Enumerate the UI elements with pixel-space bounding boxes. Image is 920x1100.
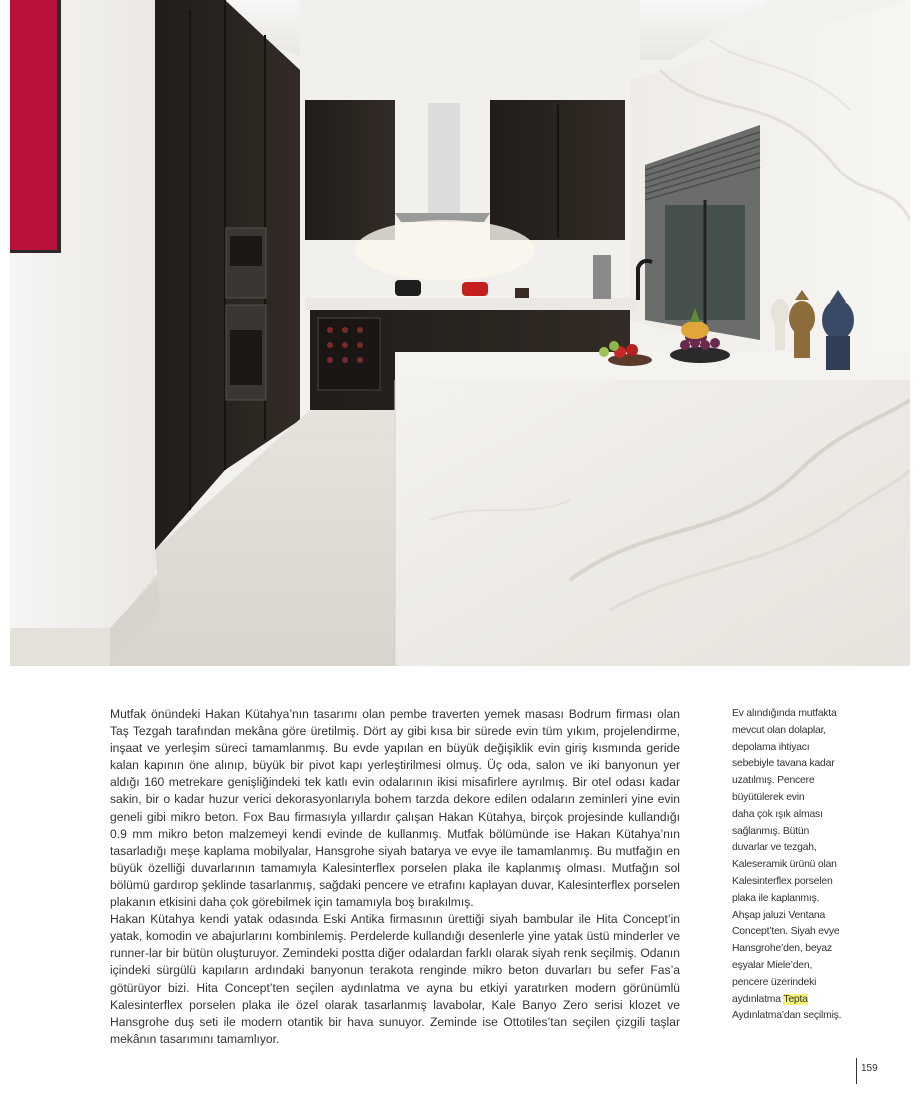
caption-line: Hansgrohe’den, beyaz	[732, 943, 832, 955]
article-body	[110, 706, 680, 1048]
highlighted-brand: Tepta	[783, 993, 808, 1005]
caption-line: mevcut olan dolaplar,	[732, 724, 826, 736]
caption-line: Concept’ten. Siyah evye	[732, 926, 840, 938]
caption-line: plaka ile kaplanmış.	[732, 892, 820, 904]
back-countertop	[305, 298, 635, 310]
caption-line: Kalesinterflex porselen	[732, 875, 833, 887]
caption-line: sebebiyle tavana kadar	[732, 758, 835, 770]
caption-line	[732, 992, 852, 1009]
caption-line: duvarlar ve tezgah,	[732, 842, 817, 854]
caption-line: Ahşap jaluzi Ventana	[732, 909, 826, 921]
caption-line: depolama ihtiyacı	[732, 741, 810, 753]
caption-line: eşyalar Miele’den,	[732, 959, 813, 971]
caption-word: aydınlatma	[732, 993, 781, 1005]
caption-line: daha çok ışık alması	[732, 808, 823, 820]
article-paragraph: Hakan Kütahya kendi yatak odasında Eski Antika firmasının ürettiği siyah bambular ile Hita Concept’in yatak, komodin ve abajurlarını kombinlemiş. Perdelerde kullandığı desenlerle yine yatak üstü minderler ve runner-lar bir bütün oluşturuyor. Zemindeki postta diğer odalardan farklı olarak siyah renk seçilmiş. Odanın içindeki sürgülü kapıların ardındaki banyonun terakota renginde mikro beton duvarları bu sefer Fas’a götürüyor bizi. Hita Concept’ten seçilen aydınlatma ve ayna bu etkiyi yaratırken modern görünümlü Kalesinterflex porselen plaka ile özel olarak tasarlanmış lavabolar, Kale Banyo Zero serisi klozet ve Hansgrohe duş seti ile modern otantik bir hava sunuyor. Zeminde ise Ottotiles’tan seçilen çizgili taşlar mekânın tasarımını tamamlıyor.	[110, 912, 680, 1046]
sidebar-caption	[732, 706, 852, 1025]
pineapple	[681, 321, 709, 339]
caption-line: sağlanmış. Bütün	[732, 825, 810, 837]
range-hood	[428, 103, 460, 213]
caption-line: pencere üzerindeki	[732, 976, 817, 988]
red-pot	[462, 282, 488, 296]
blender	[593, 255, 611, 299]
caption-line: Ev alındığında mutfakta	[732, 708, 837, 719]
kitchen-photo	[10, 0, 910, 666]
black-pot	[395, 280, 421, 296]
grape-plate	[670, 347, 730, 363]
caption-line: Aydınlatma’dan seçilmiş.	[732, 1010, 842, 1022]
caption-line: büyütülerek evin	[732, 791, 805, 803]
upper-cabinet-left	[305, 100, 395, 240]
caption-line: uzatılmış. Pencere	[732, 775, 815, 787]
pink-artwork	[10, 0, 57, 250]
fruit-bowl	[608, 354, 652, 366]
page-number: 159	[861, 1063, 878, 1074]
caption-line: Kaleseramik ürünü olan	[732, 859, 837, 871]
article-paragraph: Mutfak önündeki Hakan Kütahya’nın tasarımı olan pembe traverten yemek masası Bodrum firması olan Taş Tezgah tarafından mekâna göre üretilmiş. Dört ay gibi kısa bir sürede evin tüm yıkım, projelendirme, inşaat ve yerleşim süreci tamamlanmış. Bu evde yapılan en büyük değişiklik evin giriş kısmında geride kalan kapının öne alınıp, büyük bir pivot kapı yerleştirilmesi olmuş. Üç oda, salon ve iki banyonun yer aldığı 160 metrekare genişliğindeki tek katlı evin odalarının ikisi misafirlere ayrılmış. Bir otel odası kadar sakin, bir o kadar huzur verici dekorasyonlarıyla bohem tarzda dekore edilen odaların zeminleri yine evin geneli gibi mikro beton. Fox Bau firmasıyla yıllardır çalışan Hakan Kütahya, birçok projesinde kullandığı 0.9 mm mikro beton malzemeyi kendi evinde de kullanmış. Mutfak bölümünde ise Hakan Kütahya’nın tasarladığı meşe kaplama mobilyalar, Hansgrohe siyah batarya ve evye ile tamamlanmış. Bu mutfağın en büyük özelliği duvarlarının tamamıyla Kalesinterflex porselen plaka ile kaplanmış olması. Mutfağın sol bölümü gardırop şeklinde tasarlanmış, sağdaki pencere ve etrafını kaplayan duvar, Kalesinterflex porselen plakanın etkisini daha çok görebilmek için tamamıyla boş bırakılmış.	[110, 707, 680, 910]
page-number-rule	[856, 1058, 857, 1084]
kitchen-illustration	[10, 0, 910, 666]
